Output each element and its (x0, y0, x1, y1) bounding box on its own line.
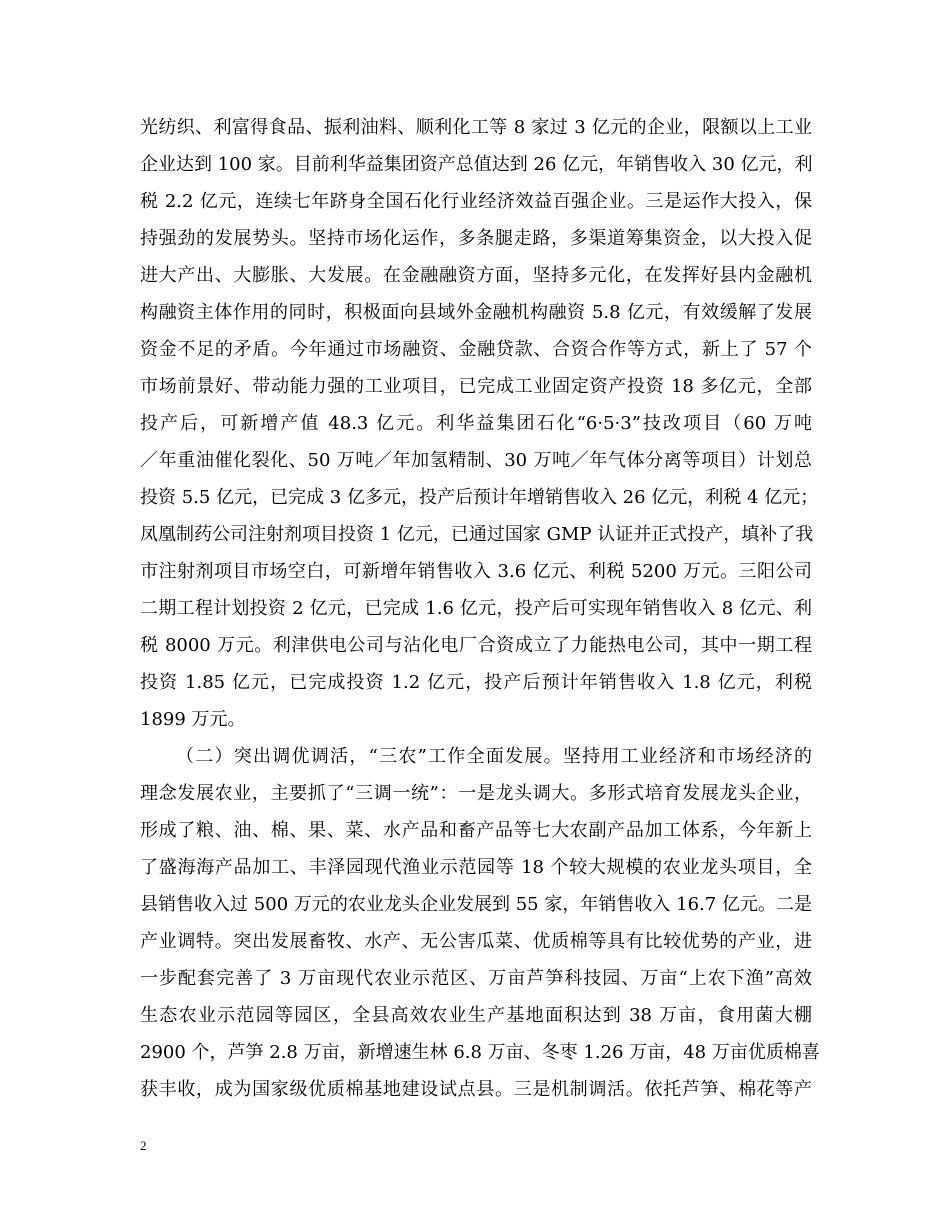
body-text-line: 生态农业示范园等园区，全县高效农业生产基地面积达到 38 万亩，食用菌大棚 (140, 1005, 812, 1026)
body-text-line: 市场前景好、带动能力强的工业项目，已完成工业固定资产投资 18 多亿元，全部 (140, 376, 812, 397)
body-text-line: 进大产出、大膨胀、大发展。在金融融资方面，坚持多元化，在发挥好县内金融机 (140, 265, 812, 286)
body-text-line: 光纺织、利富得食品、振利油料、顺利化工等 8 家过 3 亿元的企业，限额以上工业 (140, 117, 812, 138)
body-text-line: 持强劲的发展势头。坚持市场化运作，多条腿走路，多渠道筹集资金，以大投入促 (140, 228, 812, 249)
body-text-line: 税 8000 万元。利津供电公司与沾化电厂合资成立了力能热电公司，其中一期工程 (140, 635, 812, 656)
page-number: 2 (140, 1138, 147, 1153)
body-text-line: 企业达到 100 家。目前利华益集团资产总值达到 26 亿元，年销售收入 30 亿元，利 (140, 154, 813, 175)
body-text-line: 投资 5.5 亿元，已完成 3 亿多元，投产后预计年增销售收入 26 亿元，利税 4 亿元； (140, 487, 819, 508)
body-text-line: 投产后，可新增产值 48.3 亿元。利华益集团石化“6·5·3”技改项目（60 万吨 (140, 413, 812, 434)
body-text-line: 理念发展农业，主要抓了“三调一统”：一是龙头调大。多形式培育发展龙头企业， (140, 783, 812, 804)
body-text-line: 构融资主体作用的同时，积极面向县域外金融机构融资 5.8 亿元，有效缓解了发展 (140, 302, 812, 323)
body-text-line: 二期工程计划投资 2 亿元，已完成 1.6 亿元，投产后可实现年销售收入 8 亿元、利 (140, 598, 812, 619)
body-text-line: 市注射剂项目市场空白，可新增年销售收入 3.6 亿元、利税 5200 万元。三阳公司 (140, 561, 812, 582)
section-heading-line: （二）突出调优调活，“三农”工作全面发展。坚持用工业经济和市场经济的 (176, 746, 812, 767)
body-text-line: 县销售收入过 500 万元的农业龙头企业发展到 55 家，年销售收入 16.7 亿元。二是 (140, 894, 812, 915)
body-text-line: 获丰收，成为国家级优质棉基地建设试点县。三是机制调活。依托芦笋、棉花等产 (140, 1079, 812, 1100)
body-text-line: 2900 个，芦笋 2.8 万亩，新增速生林 6.8 万亩、冬枣 1.26 万亩，48 万亩优质棉喜 (140, 1042, 820, 1063)
body-text-line: 一步配套完善了 3 万亩现代农业示范区、万亩芦笋科技园、万亩“上农下渔”高效 (140, 968, 812, 989)
body-text-line: 形成了粮、油、棉、果、菜、水产品和畜产品等七大农副产品加工体系，今年新上 (140, 820, 812, 841)
body-text-line: ／年重油催化裂化、50 万吨／年加氢精制、30 万吨／年气体分离等项目）计划总 (140, 450, 812, 471)
body-text-line: 凤凰制药公司注射剂项目投资 1 亿元，已通过国家 GMP 认证并正式投产，填补了我 (140, 524, 814, 545)
body-text-line: 税 2.2 亿元，连续七年跻身全国石化行业经济效益百强企业。三是运作大投入，保 (140, 191, 812, 212)
body-text-line: 1899 万元。 (140, 709, 246, 730)
body-text-line: 了盛海海产品加工、丰泽园现代渔业示范园等 18 个较大规模的农业龙头项目，全 (140, 857, 812, 878)
body-text-line: 资金不足的矛盾。今年通过市场融资、金融贷款、合资合作等方式，新上了 57 个 (140, 339, 812, 360)
body-text-line: 投资 1.85 亿元，已完成投资 1.2 亿元，投产后预计年销售收入 1.8 亿元，利税 (140, 672, 812, 693)
body-text-line: 产业调特。突出发展畜牧、水产、无公害瓜菜、优质棉等具有比较优势的产业，进 (140, 931, 812, 952)
